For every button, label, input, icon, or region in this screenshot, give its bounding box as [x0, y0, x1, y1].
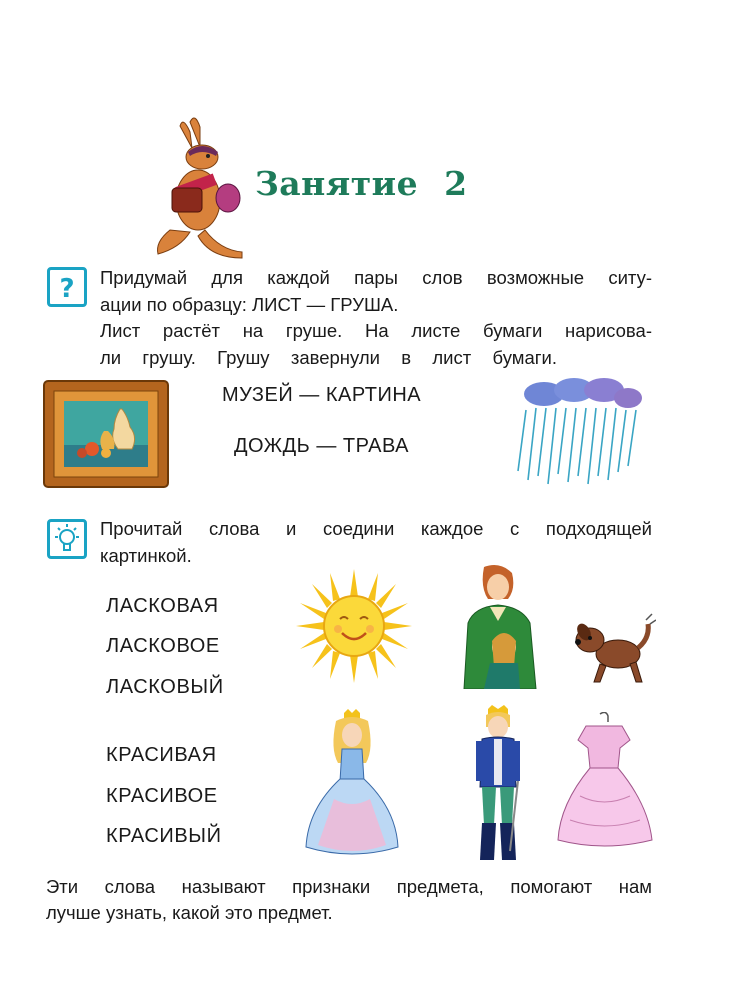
lightbulb-icon — [47, 519, 87, 559]
task2-line-1: Прочитай слова и соедини каждое с подходящей — [100, 518, 652, 539]
lightbulb-glyph — [50, 522, 84, 556]
task2-line-2: картинкой. — [100, 544, 192, 566]
task1-line-4: ли грушу. Грушу завернули в лист бумаги. — [100, 346, 557, 368]
footer-line-1: Эти слова называют признаки предмета, помогают нам — [46, 876, 652, 897]
princess-illustration — [302, 709, 402, 859]
word-laskovaya: ЛАСКОВАЯ — [106, 595, 219, 617]
pink-dress-illustration — [556, 712, 654, 848]
word-laskovoe: ЛАСКОВОЕ — [106, 635, 220, 657]
sun-illustration — [294, 567, 414, 685]
task1-line-1: Придумай для каждой пары слов возможные ситу- — [100, 267, 652, 288]
word-krasivoe: КРАСИВОЕ — [106, 785, 218, 807]
question-mark-glyph — [50, 270, 84, 304]
word-pair-museum-painting: МУЗЕЙ — КАРТИНА — [222, 384, 422, 406]
task1-instructions — [100, 265, 652, 371]
word-krasivyj: КРАСИВЫЙ — [106, 825, 222, 847]
word-krasivaya: КРАСИВАЯ — [106, 744, 217, 766]
kangaroo-mascot-illustration — [150, 112, 250, 262]
task1-line-2: ации по образцу: ЛИСТ — ГРУША. — [100, 293, 399, 315]
prince-illustration — [466, 705, 530, 860]
lesson-title: Занятие 2 — [255, 164, 468, 203]
puppy-illustration — [568, 610, 656, 688]
footer-line-2: лучше узнать, какой это предмет. — [46, 902, 333, 923]
footer-text — [46, 874, 652, 926]
rain-cloud-illustration — [516, 376, 644, 486]
question-icon — [47, 267, 87, 307]
painting-frame-illustration — [42, 379, 170, 489]
mother-and-child-illustration — [454, 563, 544, 689]
task1-line-3: Лист растёт на груше. На листе бумаги нарисова- — [100, 320, 652, 341]
word-laskovyj: ЛАСКОВЫЙ — [106, 676, 224, 698]
svg-text:?: ? — [59, 274, 75, 304]
word-pair-rain-grass: ДОЖДЬ — ТРАВА — [234, 435, 409, 457]
task2-instructions — [100, 516, 652, 569]
